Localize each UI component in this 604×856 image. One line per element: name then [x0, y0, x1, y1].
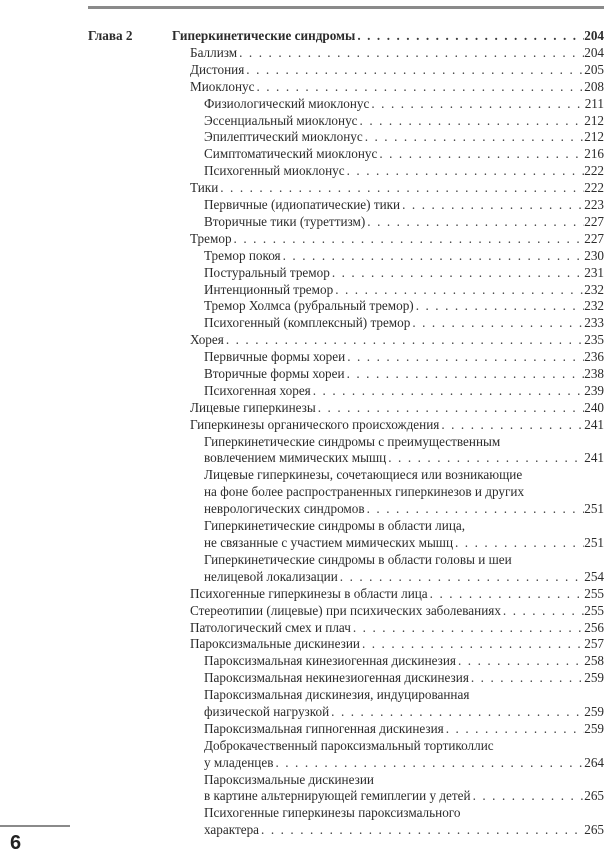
toc-entry-title: Интенционный тремор	[204, 281, 334, 297]
top-rule	[88, 6, 604, 9]
dot-leader	[355, 28, 584, 45]
toc-entry-title: Тремор	[190, 230, 232, 246]
dot-leader	[218, 180, 584, 197]
dot-leader	[333, 282, 584, 299]
toc-entry	[204, 146, 604, 163]
toc-entry-title: Первичные формы хореи	[204, 349, 346, 365]
toc-entry-title: Тремор покоя	[204, 247, 281, 263]
toc-entry-title: на фоне более распространенных гиперкинезов и других	[204, 484, 525, 500]
toc-entry-page: 227	[584, 213, 604, 229]
toc-entry	[204, 349, 604, 366]
toc-entry	[204, 687, 604, 721]
toc-entry-title: Вторичные формы хореи	[204, 366, 345, 381]
dot-leader	[501, 603, 584, 620]
toc-entry	[204, 805, 604, 839]
toc-entry-page: 204	[584, 28, 604, 43]
toc-entry-title: Первичные (идиопатические) тики	[204, 197, 401, 212]
toc-entry-title: Гиперкинетические синдромы с преимущественным	[204, 433, 501, 449]
dot-leader	[281, 248, 585, 265]
toc-entry	[204, 772, 604, 806]
toc-entry-page: 258	[584, 653, 604, 669]
toc-entry-title: Гиперкинетические синдромы в области лица,	[204, 518, 466, 534]
toc-entry-title: не связанные с участием мимических мышц	[204, 534, 454, 550]
toc-entry-page: 259	[584, 720, 604, 736]
page-number: 6	[10, 832, 22, 854]
toc-entry	[190, 79, 604, 96]
toc-entry	[190, 62, 604, 79]
dot-leader	[345, 366, 585, 383]
toc-entry-page: 222	[584, 180, 604, 196]
dot-leader	[311, 383, 584, 400]
toc-entry-page: 231	[584, 264, 604, 280]
toc-entry	[204, 129, 604, 146]
dot-leader	[330, 265, 584, 282]
toc-entry-page: 240	[584, 399, 604, 415]
toc-entry	[204, 298, 604, 315]
toc-entry	[204, 670, 604, 687]
toc-entry	[204, 366, 604, 383]
toc-entry-title: Симптоматический миоклонус	[204, 146, 378, 162]
toc-entry-page: 251	[584, 534, 604, 550]
toc-entry-title: Пароксизмальные дискинезии	[204, 771, 374, 787]
dot-leader	[428, 586, 585, 603]
toc-entry-page: 255	[584, 602, 604, 618]
toc-entry	[204, 248, 604, 265]
toc-entry-title: Пароксизмальная кинезиогенная дискинезия	[204, 653, 456, 669]
toc-entry-page: 241	[584, 450, 604, 466]
dot-leader	[400, 197, 584, 214]
toc-entry-page: 259	[584, 670, 604, 686]
toc-entry	[190, 417, 604, 434]
toc-entry-title: Тики	[190, 180, 219, 196]
toc-entry-title: Психогенные гиперкинезы пароксизмального	[204, 805, 461, 821]
dot-leader	[345, 163, 585, 180]
toc-entry	[204, 96, 604, 113]
dot-leader	[456, 653, 584, 670]
toc-entry	[190, 620, 604, 637]
toc-entry-page: 256	[584, 619, 604, 635]
toc-entry-page: 233	[584, 315, 604, 331]
dot-leader	[358, 113, 585, 130]
toc-entry-page: 204	[584, 44, 604, 60]
toc-entry-title: Психогенная хорея	[204, 382, 311, 398]
dot-leader	[237, 45, 584, 62]
chapter-label: Глава 2	[88, 28, 133, 43]
toc-entry-title: Хорея	[190, 332, 224, 348]
toc-entry-page: 232	[584, 298, 604, 314]
toc-entry	[190, 603, 604, 620]
toc-entry-page: 264	[584, 754, 604, 770]
toc-entry-title: Вторичные тики (туреттизм)	[204, 213, 366, 229]
toc-entry-title: неврологических синдромов	[204, 501, 365, 517]
toc-entry	[204, 214, 604, 231]
toc-entry	[190, 586, 604, 603]
toc-entry-page: 259	[584, 703, 604, 719]
dot-leader	[345, 349, 584, 366]
toc-entry-title: Пароксизмальная дискинезия, индуцированная	[204, 687, 470, 703]
dot-leader	[444, 721, 584, 738]
dot-leader	[360, 636, 584, 653]
toc-entry-title: Стереотипии (лицевые) при психических заболеваниях	[190, 602, 501, 618]
toc-entry-page: 212	[584, 129, 604, 145]
toc-entry-title: Психогенный миоклонус	[204, 163, 345, 179]
dot-leader	[316, 400, 584, 417]
dot-leader	[365, 501, 585, 518]
dot-leader	[469, 670, 584, 687]
toc-entry-title: Гиперкинетические синдромы в области головы и шеи	[204, 551, 512, 567]
toc-entry	[204, 518, 604, 552]
dot-leader	[254, 79, 584, 96]
toc-entry	[190, 180, 604, 197]
toc-entry	[190, 400, 604, 417]
toc-entry	[190, 332, 604, 349]
dot-leader	[244, 62, 584, 79]
dot-leader	[363, 129, 585, 146]
toc-entry-page: 230	[584, 247, 604, 263]
toc-entry	[204, 738, 604, 772]
dot-leader	[414, 298, 585, 315]
toc-entry-title: Доброкачественный пароксизмальный тортиколлис	[204, 737, 494, 753]
dot-leader	[377, 146, 584, 163]
toc-entry-title: Психогенный (комплексный) тремор	[204, 315, 411, 331]
toc-entry-title: вовлечением мимических мышц	[204, 450, 387, 466]
dot-leader	[232, 231, 585, 248]
toc-entry-title: физической нагрузкой	[204, 703, 330, 719]
toc-entry-title: характера	[204, 822, 260, 838]
toc-entry-page: 205	[584, 61, 604, 77]
toc-entry-page: 211	[584, 95, 604, 111]
toc-entry	[204, 163, 604, 180]
toc-entry-title: Физиологический миоклонус	[204, 95, 370, 111]
toc-entry	[190, 636, 604, 653]
toc-entry	[204, 434, 604, 468]
toc-entry-title: Патологический смех и плач	[190, 619, 351, 635]
toc-entry-title: Психогенные гиперкинезы в области лица	[190, 585, 428, 601]
toc-entry-title: Эссенциальный миоклонус	[204, 112, 358, 128]
toc-entry-page: 212	[584, 112, 604, 128]
toc-entry-title: Лицевые гиперкинезы, сочетающиеся или возникающие	[204, 467, 523, 483]
toc-entry	[204, 653, 604, 670]
toc-entry-title: Пароксизмальная некинезиогенная дискинезия	[204, 670, 469, 686]
toc-entry-page: 223	[584, 197, 604, 212]
toc-entry-page: 208	[584, 78, 604, 94]
toc-entry-title: Эпилептический миоклонус	[204, 129, 363, 145]
toc-entry-page: 227	[584, 230, 604, 246]
toc-entry-title: Пароксизмальная гипногенная дискинезия	[204, 720, 444, 736]
dot-leader	[369, 96, 584, 113]
dot-leader	[439, 417, 584, 434]
toc-entry-page: 235	[584, 332, 604, 348]
toc-entry-page: 265	[584, 788, 604, 804]
toc-entry-title: у младенцев	[204, 754, 274, 770]
dot-leader	[410, 315, 584, 332]
toc-entry	[204, 197, 604, 214]
toc-entry-page: 238	[584, 366, 604, 381]
toc-entry-page: 241	[584, 416, 604, 432]
dot-leader	[386, 450, 584, 467]
toc-entry-title: Баллизм	[190, 44, 238, 60]
toc-entry	[204, 315, 604, 332]
toc-entry	[204, 467, 604, 518]
toc-entry-title: Гиперкинетические синдромы	[172, 28, 356, 43]
toc-entry-page: 222	[584, 163, 604, 179]
toc-entry	[204, 265, 604, 282]
toc-entry-page: 251	[584, 501, 604, 517]
toc-entry-title: Миоклонус	[190, 78, 255, 94]
toc-entry-page: 216	[584, 146, 604, 162]
toc-entry-title: Пароксизмальные дискинезии	[190, 636, 360, 652]
dot-leader	[273, 755, 584, 772]
dot-leader	[471, 788, 585, 805]
dot-leader	[351, 620, 584, 637]
toc-entry	[190, 45, 604, 62]
toc-entry-title: Лицевые гиперкинезы	[190, 399, 316, 415]
dot-leader	[453, 535, 584, 552]
dot-leader	[224, 332, 584, 349]
toc-entry	[204, 282, 604, 299]
dot-leader	[259, 822, 584, 839]
toc-entry-page: 236	[584, 349, 604, 365]
toc-entry	[204, 113, 604, 130]
dot-leader	[338, 569, 584, 586]
toc-entry-page: 239	[584, 382, 604, 398]
dot-leader	[329, 704, 584, 721]
toc-entry	[190, 231, 604, 248]
toc-entry	[204, 552, 604, 586]
toc-entry-title: Постуральный тремор	[204, 264, 330, 280]
toc-entry-page: 255	[584, 585, 604, 601]
dot-leader	[365, 214, 584, 231]
toc-entry-page: 232	[584, 281, 604, 297]
toc-entry-title: Гиперкинезы органического происхождения	[190, 416, 440, 432]
toc-entry-title: нелицевой локализации	[204, 568, 338, 584]
toc-entry-title: в картине альтернирующей гемиплегии у детей	[204, 788, 471, 804]
toc-entry	[204, 721, 604, 738]
toc-entry-page: 265	[584, 822, 604, 838]
toc-entry-title: Тремор Холмса (рубральный тремор)	[204, 298, 414, 314]
toc-entry-page: 254	[584, 568, 604, 584]
bottom-rule	[0, 825, 70, 827]
toc-entry-title: Дистония	[190, 61, 245, 77]
toc-entry-page: 257	[584, 636, 604, 652]
toc-entry	[172, 28, 604, 45]
toc-entry	[204, 383, 604, 400]
